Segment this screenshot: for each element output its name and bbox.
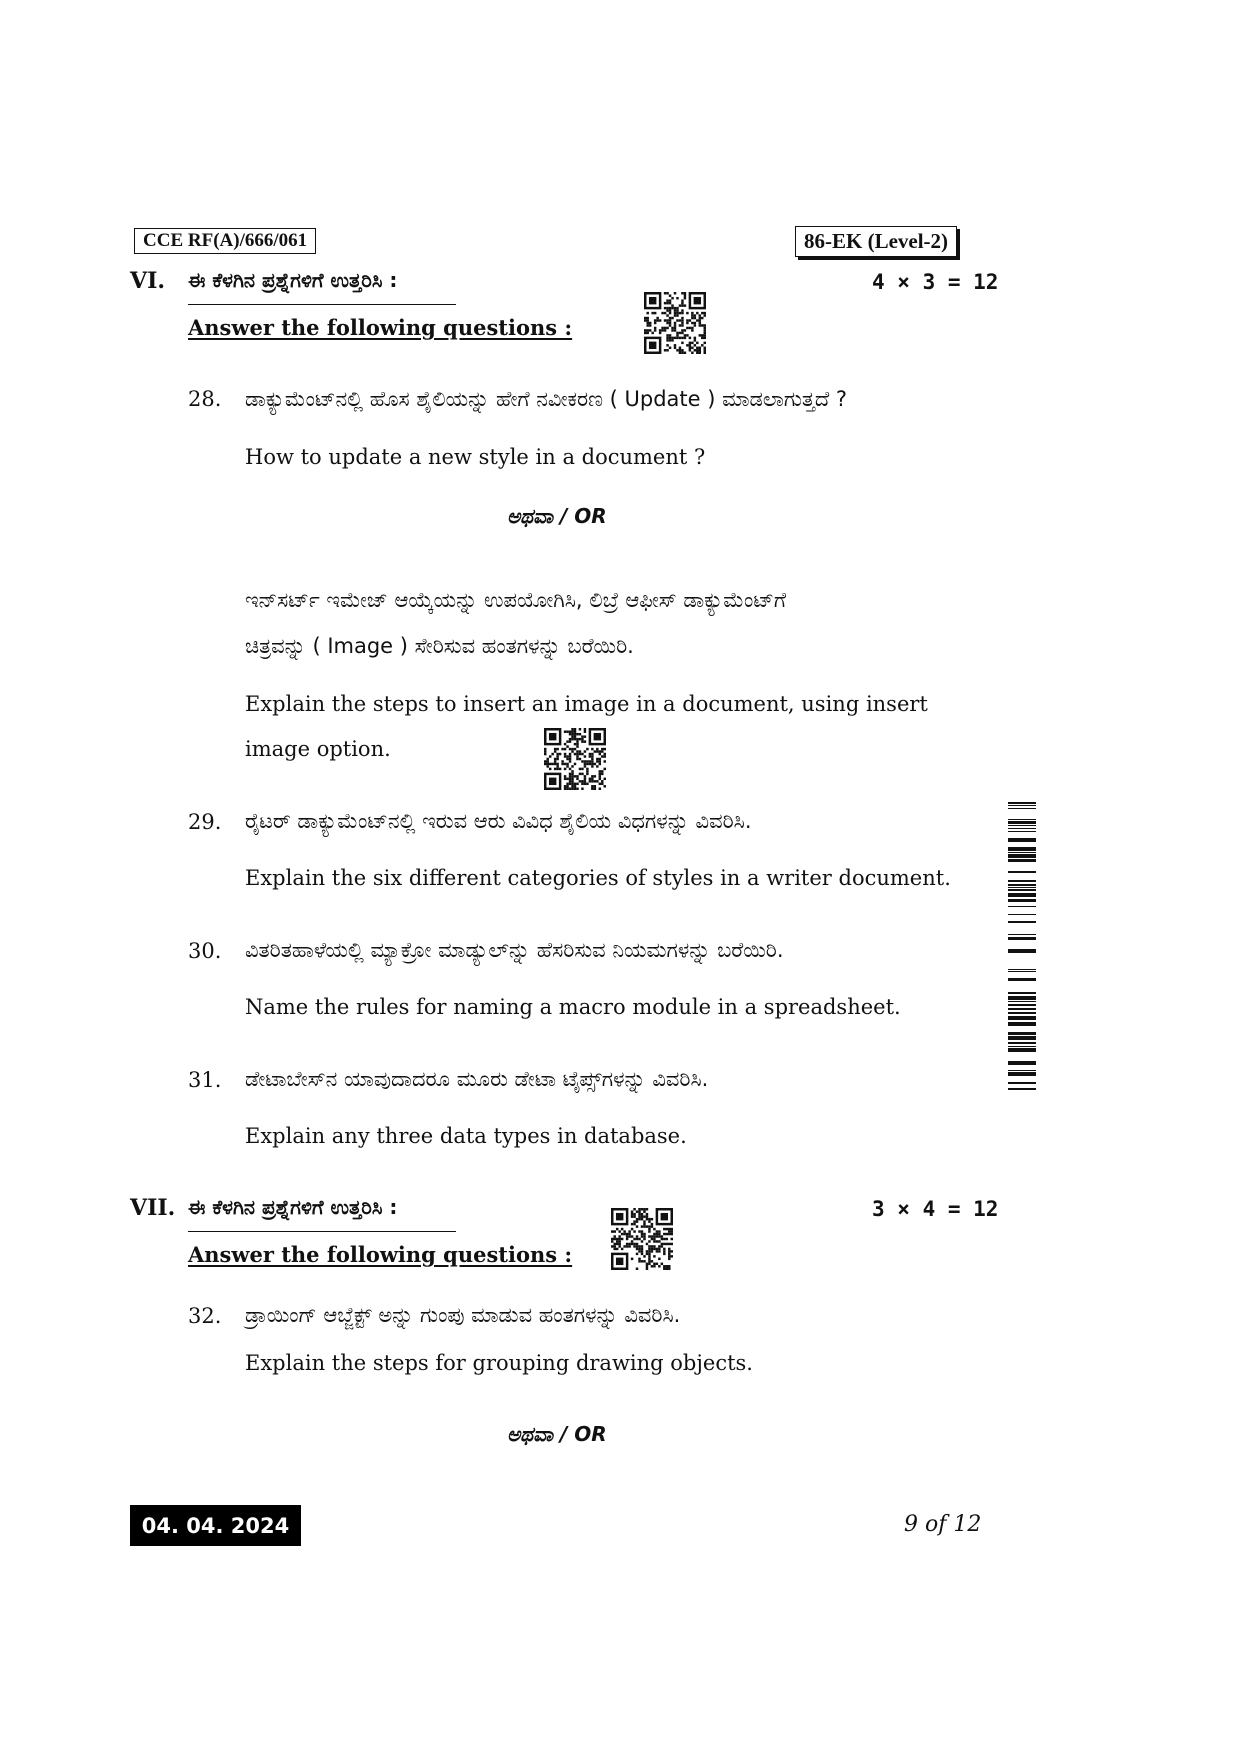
question-english: Name the rules for naming a macro module in a spreadsheet. [245, 995, 901, 1019]
question-kannada: ರೈಟರ್ ಡಾಕ್ಯುಮೆಂಟ್‌ನಲ್ಲಿ ಇರುವ ಆರು ವಿವಿಧ ಶೈಲಿಯ ವಿಧಗಳನ್ನು ವಿವರಿಸಿ. [245, 809, 752, 833]
subject-code-box: 86-EK (Level-2) [795, 226, 957, 257]
question-english-alt-line-2: image option. [245, 737, 391, 761]
qr-code-icon [544, 728, 606, 790]
question-kannada-alt-line-1: ಇನ್‌ಸರ್ಟ್ ಇಮೇಜ್ ಆಯ್ಕೆಯನ್ನು ಉಪಯೋಗಿಸಿ, ಲಿಬ್ರೆ ಆಫೀಸ್ ಡಾಕ್ಯುಮೆಂಟ್‌ಗೆ [245, 588, 787, 612]
section-divider [188, 1231, 456, 1232]
question-english-alt-line-1: Explain the steps to insert an image in a document, using insert [245, 692, 928, 716]
barcode-icon [1008, 802, 1036, 1094]
section-heading-kannada: ಈ ಕೆಳಗಿನ ಪ್ರಶ್ನೆಗಳಿಗೆ ಉತ್ತರಿಸಿ : [188, 268, 398, 292]
question-number: 31. [188, 1068, 222, 1092]
question-number: 29. [188, 810, 222, 834]
section-divider [188, 304, 456, 305]
section-heading-english: Answer the following questions : [188, 315, 573, 340]
qr-code-icon [611, 1208, 673, 1270]
exam-date-badge: 04. 04. 2024 [130, 1505, 301, 1546]
question-english: Explain the six different categories of styles in a writer document. [245, 866, 951, 890]
question-kannada: ವಿತರಿತಹಾಳೆಯಲ್ಲಿ ಮ್ಯಾಕ್ರೋ ಮಾಡ್ಯುಲ್‌ನ್ನು ಹೆಸರಿಸುವ ನಿಯಮಗಳನ್ನು ಬರೆಯಿರಿ. [245, 938, 784, 962]
question-english: Explain the steps for grouping drawing objects. [245, 1351, 753, 1375]
question-kannada: ಡ್ರಾಯಿಂಗ್ ಆಬ್ಜೆಕ್ಟ್ ಅನ್ನು ಗುಂಪು ಮಾಡುವ ಹಂತಗಳನ್ನು ವಿವರಿಸಿ. [245, 1303, 681, 1327]
question-english: How to update a new style in a document ? [245, 445, 706, 469]
question-number: 28. [188, 387, 222, 411]
or-separator: ಅಥವಾ / OR [507, 504, 607, 528]
page-number: 9 of 12 [904, 1512, 982, 1537]
section-marks: 4 × 3 = 12 [872, 270, 999, 294]
question-kannada: ಡೇಟಾಬೇಸ್‌ನ ಯಾವುದಾದರೂ ಮೂರು ಡೇಟಾ ಟೈಪ್ಸ್‌ಗಳನ್ನು ವಿವರಿಸಿ. [245, 1067, 709, 1091]
paper-code-box: CCE RF(A)/666/061 [134, 228, 316, 254]
section-number: VII. [130, 1195, 176, 1221]
qr-code-icon [644, 292, 706, 354]
section-heading-english: Answer the following questions : [188, 1242, 573, 1267]
question-number: 32. [188, 1304, 222, 1328]
question-kannada: ಡಾಕ್ಯುಮೆಂಟ್‌ನಲ್ಲಿ ಹೊಸ ಶೈಲಿಯನ್ನು ಹೇಗೆ ನವೀಕರಣ ( Update ) ಮಾಡಲಾಗುತ್ತದೆ ? [245, 387, 848, 411]
question-kannada-alt-line-2: ಚಿತ್ರವನ್ನು ( Image ) ಸೇರಿಸುವ ಹಂತಗಳನ್ನು ಬರೆಯಿರಿ. [245, 634, 634, 658]
section-heading-kannada: ಈ ಕೆಳಗಿನ ಪ್ರಶ್ನೆಗಳಿಗೆ ಉತ್ತರಿಸಿ : [188, 1195, 398, 1219]
question-number: 30. [188, 939, 222, 963]
or-separator: ಅಥವಾ / OR [507, 1422, 607, 1446]
section-marks: 3 × 4 = 12 [872, 1197, 999, 1221]
question-english: Explain any three data types in database. [245, 1124, 687, 1148]
section-number: VI. [130, 268, 166, 294]
